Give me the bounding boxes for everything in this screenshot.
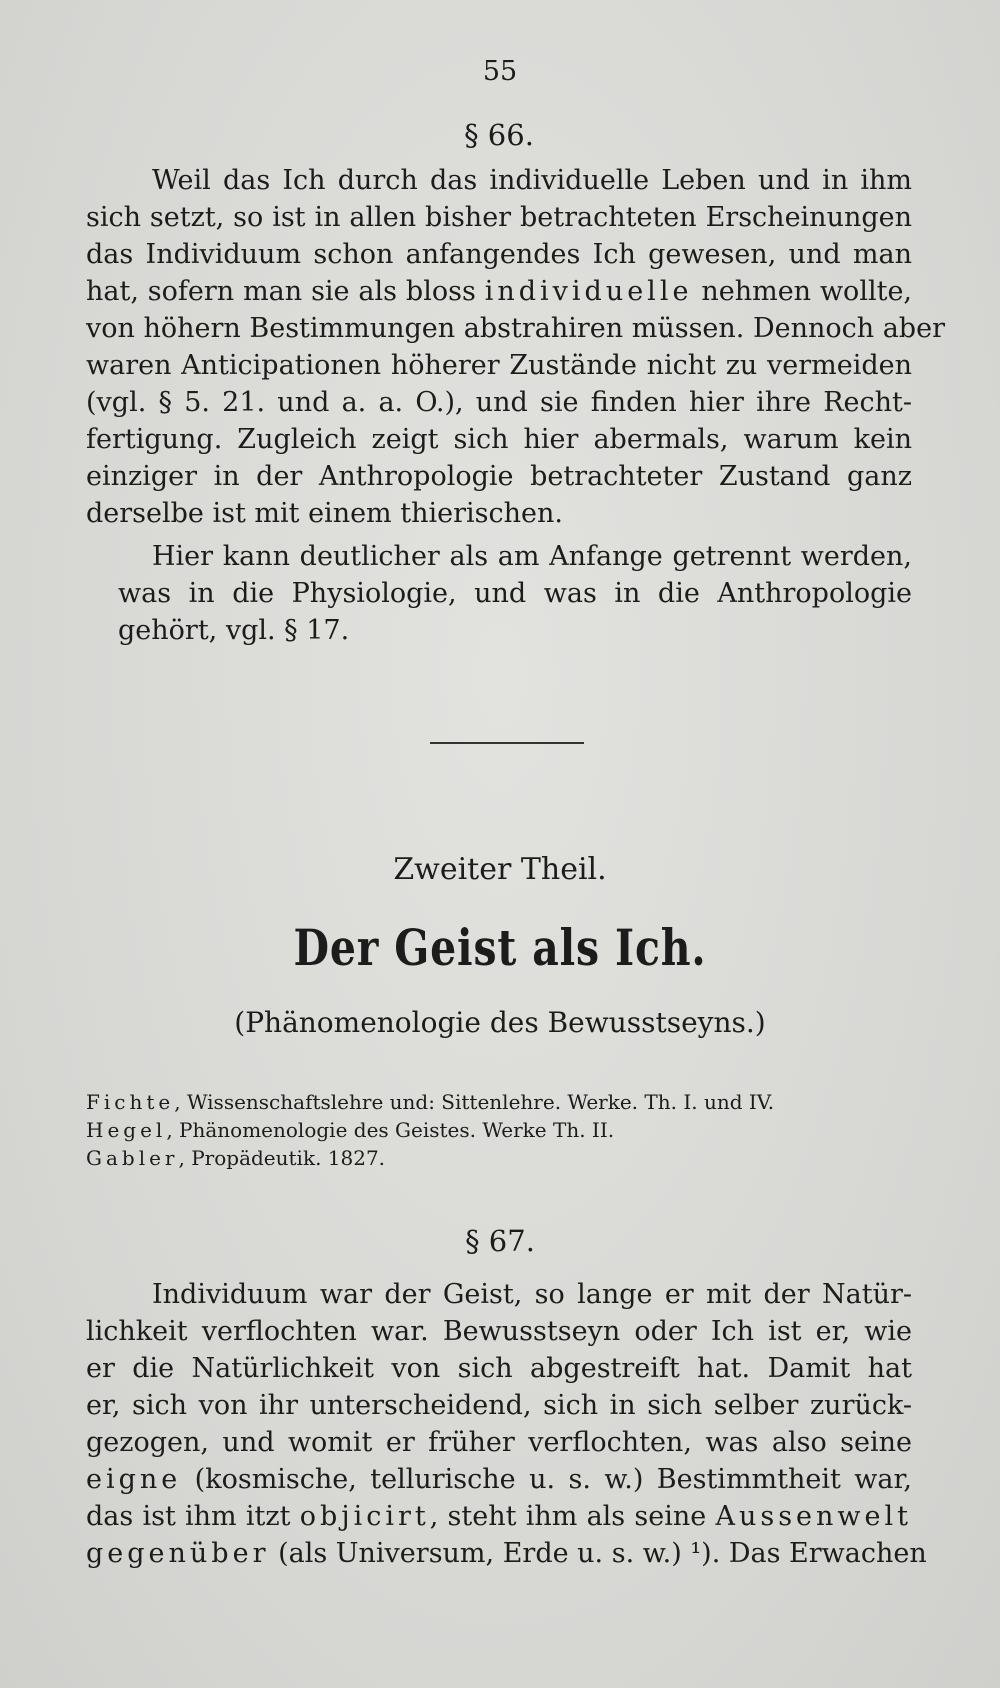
text-line: waren Anticipationen höherer Zustände nicht zu vermeiden (86, 350, 912, 381)
section-66 (86, 118, 945, 649)
literature-author: Hegel (86, 1118, 167, 1142)
text-line: er, sich von ihr unterscheidend, sich in sich selber zurück- (86, 1390, 912, 1421)
literature-author: Fichte (86, 1090, 175, 1114)
section-66-paragraph-1 (86, 162, 945, 532)
text-line: von höhern Bestimmungen abstrahiren müssen. Dennoch aber (86, 313, 945, 344)
section-67 (86, 1276, 927, 1572)
text-line (86, 273, 912, 310)
part-subtitle: (Phänomenologie des Bewusstseyns.) (234, 1006, 766, 1039)
text-line: Individuum war der Geist, so lange er mit der Natür- (152, 1279, 912, 1310)
text-line (86, 1461, 912, 1498)
literature-work: , Wissenschaftslehre und: Sittenlehre. Werke. Th. I. und IV. (174, 1090, 775, 1114)
text-line: das Individuum schon anfangendes Ich gewesen, und man (86, 239, 912, 270)
section-67-heading: § 67. (465, 1224, 535, 1258)
literature-entry (86, 1144, 912, 1172)
section-66-heading: § 66. (464, 118, 534, 152)
text-line: sich setzt, so ist in allen bisher betrachteten Erscheinungen (86, 202, 912, 233)
text-line: Weil das Ich durch das individuelle Leben und in ihm (152, 165, 912, 196)
text-line: was in die Physiologie, und was in die Anthropologie (118, 578, 912, 609)
spaced-emphasis: gegenüber (86, 1538, 270, 1569)
literature-entry (86, 1088, 912, 1116)
part-title: Der Geist als Ich. (293, 918, 707, 977)
section-67-paragraph (86, 1276, 927, 1572)
text-run: hat, sofern man sie als bloss (86, 276, 485, 307)
text-line: fertigung. Zugleich zeigt sich hier abermals, warum kein (86, 424, 912, 455)
divider-rule (430, 742, 584, 744)
text-run: das ist ihm itzt (86, 1501, 300, 1532)
literature-work: , Phänomenologie des Geistes. Werke Th. II. (166, 1118, 615, 1142)
spaced-emphasis: Aussenwelt (715, 1501, 912, 1532)
literature-author: Gabler (86, 1146, 179, 1170)
text-run: (als Universum, Erde u. s. w.) ¹). Das Erwachen (269, 1538, 927, 1569)
text-run: (kosmische, tellurische u. s. w.) Bestimmtheit war, (181, 1464, 912, 1495)
text-line: einziger in der Anthropologie betrachteter Zustand ganz (86, 461, 912, 492)
literature-list (86, 1088, 912, 1172)
literature-entry (86, 1116, 912, 1144)
text-line: (vgl. § 5. 21. und a. a. O.), und sie finden hier ihre Recht- (86, 387, 912, 418)
text-run: nehmen wollte, (692, 276, 912, 307)
literature-work: , Propädeutik. 1827. (178, 1146, 386, 1170)
page-number: 55 (482, 56, 518, 87)
section-66-paragraph-2 (86, 538, 912, 649)
text-line: derselbe ist mit einem thierischen. (86, 498, 563, 529)
text-line: er die Natürlichkeit von sich abgestreift hat. Damit hat (86, 1353, 912, 1384)
text-line (86, 1498, 912, 1535)
text-line: Hier kann deutlicher als am Anfange getrennt werden, (152, 541, 912, 572)
spaced-emphasis: eigne (86, 1464, 182, 1495)
text-line: gehört, vgl. § 17. (118, 615, 350, 646)
spaced-emphasis: individuelle (484, 276, 693, 307)
text-run: , steht ihm als seine (429, 1501, 716, 1532)
text-line: gezogen, und womit er früher verflochten, was also seine (86, 1427, 912, 1458)
part-label: Zweiter Theil. (393, 852, 607, 887)
text-line (86, 1535, 927, 1572)
text-line: lichkeit verflochten war. Bewusstseyn oder Ich ist er, wie (86, 1316, 912, 1347)
spaced-emphasis: objicirt (299, 1501, 430, 1532)
